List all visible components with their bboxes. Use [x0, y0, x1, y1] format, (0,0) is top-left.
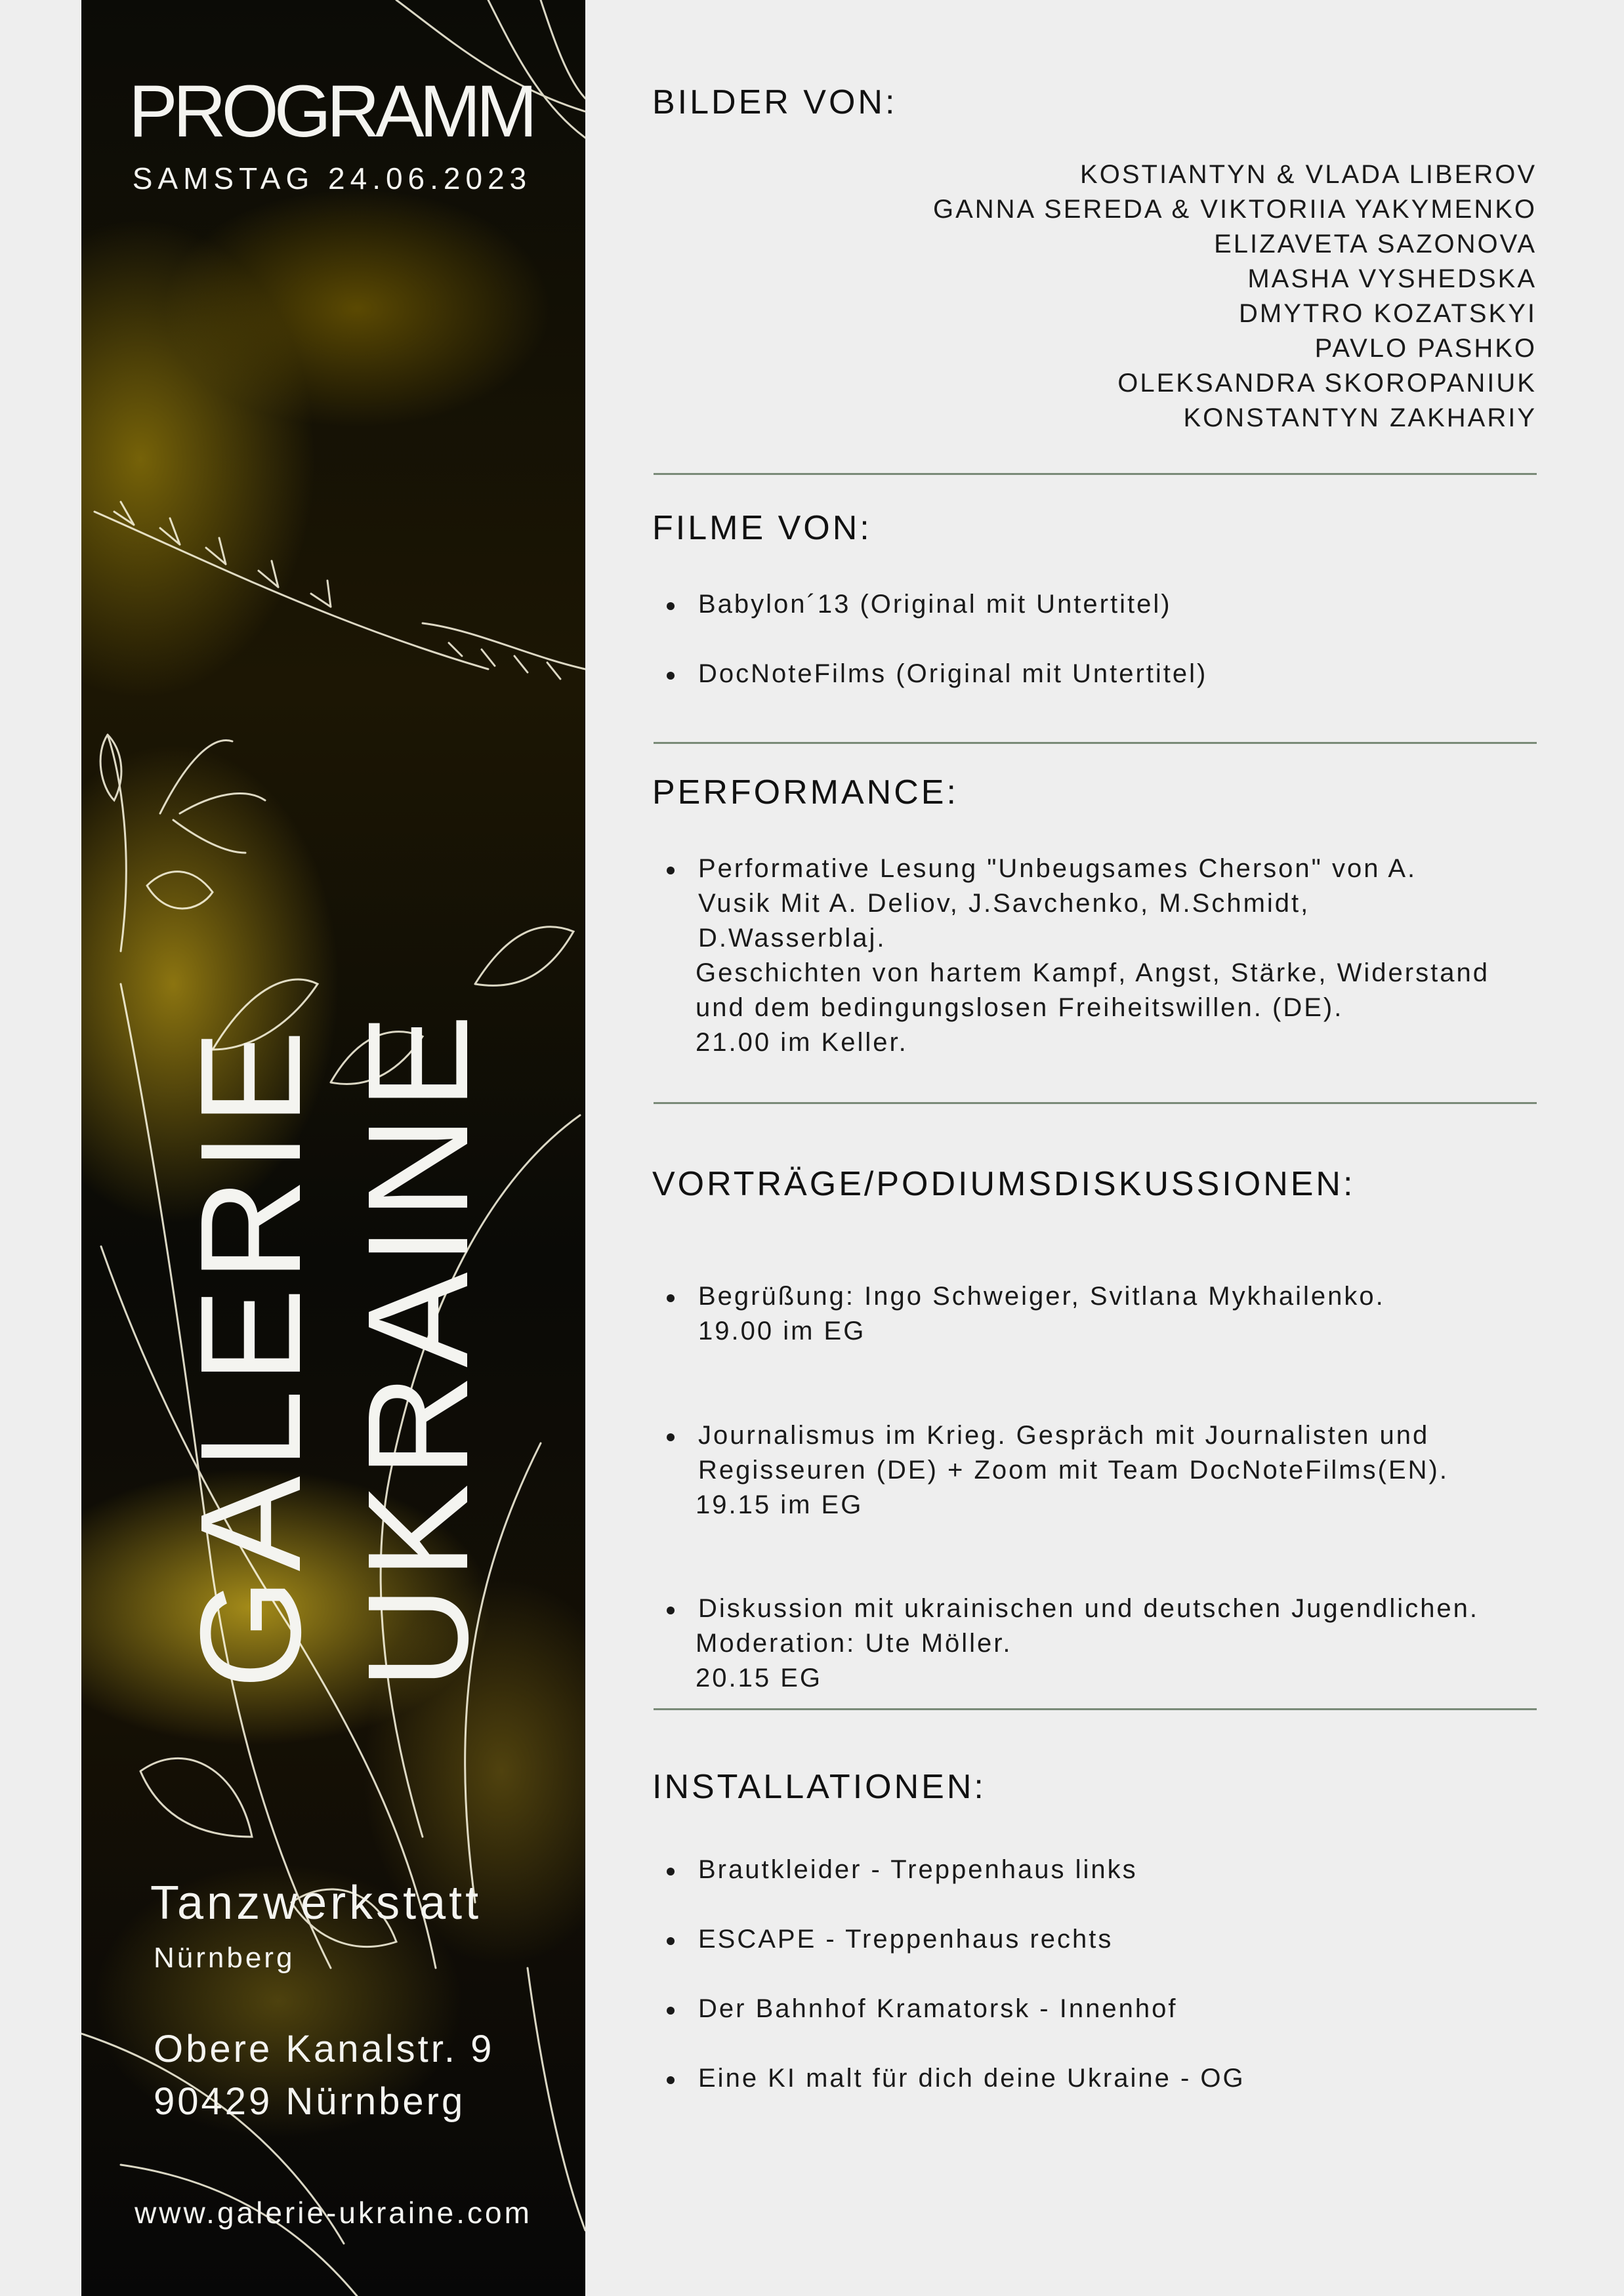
- vortraege-section-title: VORTRÄGE/PODIUMSDISKUSSIONEN:: [652, 1165, 1356, 1203]
- artist-name: OLEKSANDRA SKOROPANIUK: [1117, 369, 1537, 398]
- list-item: ESCAPE - Treppenhaus rechts: [698, 1925, 1114, 1954]
- list-item: Der Bahnhof Kramatorsk - Innenhof: [698, 1994, 1178, 2023]
- artist-name: ELIZAVETA SAZONOVA: [1214, 230, 1537, 258]
- artist-name: MASHA VYSHEDSKA: [1247, 264, 1537, 293]
- banner-panel: [81, 0, 585, 2296]
- artist-name: PAVLO PASHKO: [1314, 334, 1537, 363]
- list-item: Performative Lesung "Unbeugsames Cherson" von A. Vusik Mit A. Deliov, J.Savchenko, M.Schmidt, D.Wasserblaj. Geschichten von hartem Kampf, Angst, Stärke, Widerstand und dem bedingungslosen Freiheitswillen. (DE). 21.00 im Keller.: [696, 854, 1489, 1057]
- list-item: Diskussion mit ukrainischen und deutschen Jugendlichen. Moderation: Ute Möller. 20.15 EG: [696, 1594, 1480, 1692]
- list-item: Babylon´13 (Original mit Untertitel): [698, 590, 1172, 619]
- section-divider: [654, 473, 1537, 475]
- list-item: Eine KI malt für dich deine Ukraine - OG: [698, 2064, 1245, 2093]
- galerie-heading: GALERIE: [171, 1023, 331, 1689]
- list-item: Brautkleider - Treppenhaus links: [698, 1855, 1138, 1884]
- website-link[interactable]: www.galerie-ukraine.com: [135, 2196, 532, 2230]
- ukraine-heading: UKRAINE: [339, 1007, 498, 1689]
- venue-name: Tanzwerkstatt: [150, 1877, 482, 1929]
- venue-zip: 90429 Nürnberg: [154, 2080, 466, 2123]
- program-title: PROGRAMM: [129, 70, 533, 152]
- program-date: SAMSTAG 24.06.2023: [132, 161, 532, 195]
- section-divider: [654, 1708, 1537, 1710]
- artist-name: KOSTIANTYN & VLADA LIBEROV: [1080, 160, 1537, 189]
- artist-name: KONSTANTYN ZAKHARIY: [1183, 403, 1537, 432]
- list-item: DocNoteFilms (Original mit Untertitel): [698, 659, 1208, 688]
- artist-name: GANNA SEREDA & VIKTORIIA YAKYMENKO: [932, 195, 1537, 224]
- section-divider: [654, 742, 1537, 744]
- filme-section-title: FILME VON:: [652, 509, 872, 547]
- installationen-section-title: INSTALLATIONEN:: [652, 1768, 986, 1806]
- venue-street: Obere Kanalstr. 9: [154, 2028, 495, 2070]
- bilder-section-title: BILDER VON:: [652, 83, 898, 121]
- artist-name: DMYTRO KOZATSKYI: [1239, 299, 1537, 328]
- performance-section-title: PERFORMANCE:: [652, 773, 959, 811]
- list-item: Journalismus im Krieg. Gespräch mit Journalisten und Regisseuren (DE) + Zoom mit Team DocNoteFilms(EN). 19.15 im EG: [696, 1421, 1449, 1519]
- list-item: Begrüßung: Ingo Schweiger, Svitlana Mykhailenko. 19.00 im EG: [698, 1282, 1385, 1345]
- venue-city: Nürnberg: [154, 1942, 295, 1974]
- artist-list: [722, 157, 1537, 436]
- section-divider: [654, 1102, 1537, 1104]
